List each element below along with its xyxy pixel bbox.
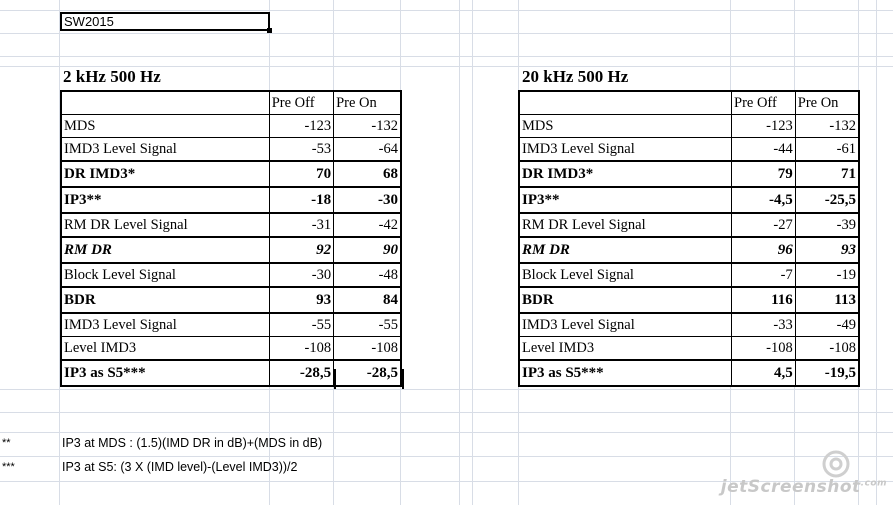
row-label-cell[interactable]: Block Level Signal — [519, 263, 732, 287]
row-label-cell[interactable]: MDS — [61, 115, 269, 138]
pre-on-cell[interactable]: -64 — [334, 138, 401, 162]
column-header[interactable]: Pre On — [334, 91, 401, 115]
row-label-cell[interactable]: DR IMD3* — [61, 161, 269, 187]
pre-off-cell[interactable]: -31 — [269, 213, 333, 237]
pre-on-cell[interactable]: 71 — [795, 161, 859, 187]
pre-off-cell[interactable]: -28,5 — [269, 360, 333, 386]
table-row — [519, 287, 859, 313]
pre-on-cell[interactable]: 113 — [795, 287, 859, 313]
pre-on-cell[interactable]: -25,5 — [795, 187, 859, 213]
table-row — [519, 138, 859, 162]
pre-on-cell[interactable]: -30 — [334, 187, 401, 213]
row-label-cell[interactable]: BDR — [61, 287, 269, 313]
column-header[interactable]: Pre Off — [732, 91, 796, 115]
pre-on-cell[interactable]: -55 — [334, 313, 401, 337]
pre-off-cell[interactable]: -123 — [269, 115, 333, 138]
row-label-cell[interactable]: IP3 as S5*** — [519, 360, 732, 386]
pre-on-cell[interactable]: 84 — [334, 287, 401, 313]
row-label-cell[interactable]: IP3 as S5*** — [61, 360, 269, 386]
fill-handle[interactable] — [267, 28, 272, 33]
pre-on-cell[interactable]: -19 — [795, 263, 859, 287]
row-label-cell[interactable]: BDR — [519, 287, 732, 313]
pre-on-cell[interactable]: -108 — [334, 337, 401, 361]
table-row — [519, 115, 859, 138]
column-header[interactable]: Pre Off — [269, 91, 333, 115]
pre-off-cell[interactable]: 92 — [269, 237, 333, 263]
watermark — [721, 477, 887, 497]
header-label-cell[interactable] — [61, 91, 269, 115]
header-row — [519, 91, 859, 115]
pre-off-cell[interactable]: -7 — [732, 263, 796, 287]
row-label-cell[interactable]: IMD3 Level Signal — [61, 138, 269, 162]
pre-on-cell[interactable]: 90 — [334, 237, 401, 263]
table-row — [519, 360, 859, 386]
pre-off-cell[interactable]: -55 — [269, 313, 333, 337]
footnote-mark-2: *** — [2, 461, 15, 473]
pre-on-cell[interactable]: -49 — [795, 313, 859, 337]
table-row — [61, 337, 401, 361]
table-row — [519, 263, 859, 287]
header-label-cell[interactable] — [519, 91, 732, 115]
data-table-1 — [60, 90, 402, 387]
pre-off-cell[interactable]: -27 — [732, 213, 796, 237]
table-row — [61, 187, 401, 213]
pre-off-cell[interactable]: -123 — [732, 115, 796, 138]
table-row — [61, 138, 401, 162]
pre-on-cell[interactable]: -48 — [334, 263, 401, 287]
pre-on-cell[interactable]: -28,5 — [334, 360, 401, 386]
pre-off-cell[interactable]: 116 — [732, 287, 796, 313]
table-row — [519, 237, 859, 263]
table-row — [519, 337, 859, 361]
pre-off-cell[interactable]: -33 — [732, 313, 796, 337]
row-label-cell[interactable]: IP3** — [519, 187, 732, 213]
row-label-cell[interactable]: RM DR — [61, 237, 269, 263]
row-label-cell[interactable]: IP3** — [61, 187, 269, 213]
row-label-cell[interactable]: MDS — [519, 115, 732, 138]
pre-on-cell[interactable]: -19,5 — [795, 360, 859, 386]
table-row — [519, 213, 859, 237]
table-row — [61, 313, 401, 337]
row-label-cell[interactable]: Level IMD3 — [519, 337, 732, 361]
cell-text: SW2015 — [64, 14, 114, 29]
row-label-cell[interactable]: DR IMD3* — [519, 161, 732, 187]
row-label-cell[interactable]: IMD3 Level Signal — [61, 313, 269, 337]
row-label-cell[interactable]: RM DR Level Signal — [519, 213, 732, 237]
row-label-cell[interactable]: IMD3 Level Signal — [519, 138, 732, 162]
watermark-text: jetScreenshot — [720, 477, 861, 497]
section-title-2: 20 kHz 500 Hz — [522, 67, 629, 86]
pre-on-cell[interactable]: -61 — [795, 138, 859, 162]
footnote-mark-1: ** — [2, 437, 11, 449]
footnote-text-1: IP3 at MDS : (1.5)(IMD DR in dB)+(MDS in dB) — [62, 436, 323, 450]
pre-off-cell[interactable]: -108 — [732, 337, 796, 361]
section-title-1: 2 kHz 500 Hz — [63, 67, 161, 86]
selected-cell[interactable] — [60, 12, 270, 31]
column-header[interactable]: Pre On — [795, 91, 859, 115]
table-row — [61, 115, 401, 138]
pre-on-cell[interactable]: -39 — [795, 213, 859, 237]
pre-on-cell[interactable]: 93 — [795, 237, 859, 263]
empty-cell-column — [334, 369, 404, 389]
header-row — [61, 91, 401, 115]
pre-on-cell[interactable]: 68 — [334, 161, 401, 187]
table-row — [519, 161, 859, 187]
table-row — [61, 237, 401, 263]
pre-off-cell[interactable]: -108 — [269, 337, 333, 361]
table-row — [61, 213, 401, 237]
pre-off-cell[interactable]: 79 — [732, 161, 796, 187]
data-table-2 — [518, 90, 860, 387]
row-label-cell[interactable]: Block Level Signal — [61, 263, 269, 287]
pre-off-cell[interactable]: 4,5 — [732, 360, 796, 386]
pre-on-cell[interactable]: -132 — [334, 115, 401, 138]
table-row — [61, 263, 401, 287]
table-row — [519, 313, 859, 337]
pre-off-cell[interactable]: -53 — [269, 138, 333, 162]
pre-off-cell[interactable]: -4,5 — [732, 187, 796, 213]
table-row — [61, 161, 401, 187]
pre-on-cell[interactable]: -42 — [334, 213, 401, 237]
pre-off-cell[interactable]: -30 — [269, 263, 333, 287]
pre-off-cell[interactable]: 96 — [732, 237, 796, 263]
footnote-text-2: IP3 at S5: (3 X (IMD level)-(Level IMD3))/2 — [62, 460, 298, 474]
pre-off-cell[interactable]: 70 — [269, 161, 333, 187]
row-label-cell[interactable]: Level IMD3 — [61, 337, 269, 361]
pre-off-cell[interactable]: -18 — [269, 187, 333, 213]
table-row — [61, 287, 401, 313]
row-label-cell[interactable]: IMD3 Level Signal — [519, 313, 732, 337]
watermark-suffix: .com — [860, 478, 887, 489]
pre-on-cell[interactable]: -108 — [795, 337, 859, 361]
pre-off-cell[interactable]: 93 — [269, 287, 333, 313]
row-label-cell[interactable]: RM DR — [519, 237, 732, 263]
camera-logo-icon — [819, 449, 853, 479]
row-label-cell[interactable]: RM DR Level Signal — [61, 213, 269, 237]
table-row — [519, 187, 859, 213]
pre-on-cell[interactable]: -132 — [795, 115, 859, 138]
pre-off-cell[interactable]: -44 — [732, 138, 796, 162]
